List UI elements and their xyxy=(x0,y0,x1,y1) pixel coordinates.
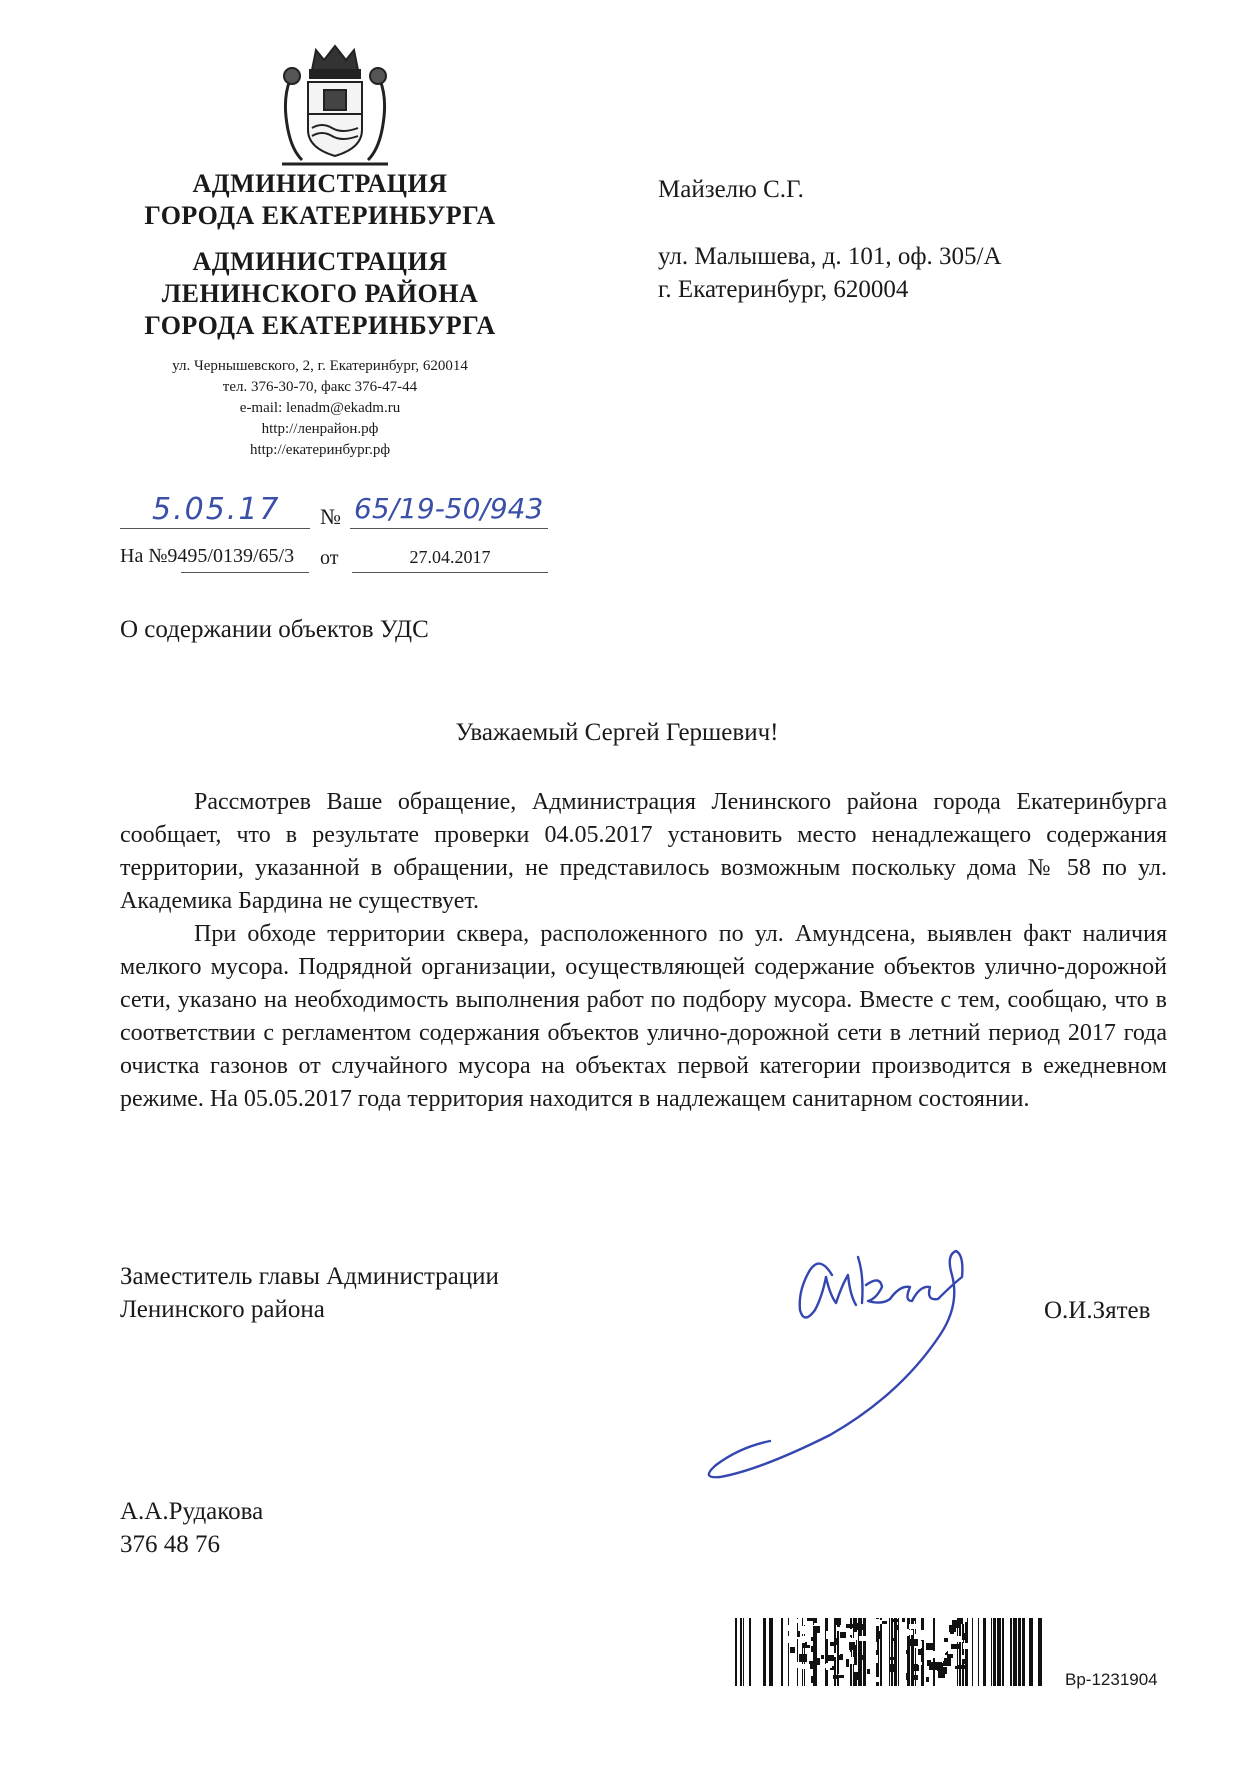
reg-number-label: № xyxy=(320,504,341,529)
contact-site-1: http://ленрайон.рф xyxy=(261,421,379,437)
executor-phone: 376 48 76 xyxy=(120,1531,220,1558)
org-district-line-2: ЛЕНИНСКОГО РАЙОНА xyxy=(161,279,479,308)
from-label: от xyxy=(320,547,339,569)
letter-greeting: Уважаемый Сергей Гершевич! xyxy=(455,719,779,746)
document-barcode xyxy=(735,1618,1045,1686)
contact-email: e-mail: lenadm@ekadm.ru xyxy=(239,400,401,416)
coat-of-arms-emblem xyxy=(272,40,398,172)
reg-number-field xyxy=(350,494,548,529)
reg-date-field xyxy=(120,494,310,529)
letter-subject: О содержании объектов УДС xyxy=(120,616,429,643)
letter-body xyxy=(120,786,1167,1116)
signer-position-line-1: Заместитель главы Администрации xyxy=(120,1263,499,1290)
letter-paragraph-2: При обходе территории сквера, расположенного по ул. Амундсена, выявлен факт наличия мелкого мусора. Подрядной организации, осуществляющей содержание объектов улично-дорожной сети, указано на необходимость выполнения работ по подбору мусора. Вместе с тем, сообщаю, что в соответствии с регламентом содержания объектов улично-дорожной сети в летний период 2017 года очистка газонов от случайного мусора на объектах первой категории производится в ежедневном режиме. На 05.05.2017 года территория находится в надлежащем санитарном состоянии. xyxy=(120,921,1167,1112)
addressee-city: г. Екатеринбург, 620004 xyxy=(658,276,909,303)
letter-paragraph-1: Рассмотрев Ваше обращение, Администрация Ленинского района города Екатеринбурга сообщает, что в результате проверки 04.05.2017 установить место ненадлежащего содержания территории, указанной в обращении, не представилось возможным поскольку дома № 58 по ул. Академика Бардина не существует. xyxy=(120,789,1167,914)
signer-position-line-2: Ленинского района xyxy=(120,1296,325,1323)
org-district-line-3: ГОРОДА ЕКАТЕРИНБУРГА xyxy=(144,311,496,340)
org-district-line-1: АДМИНИСТРАЦИЯ xyxy=(192,247,448,276)
org-city-line-2: ГОРОДА ЕКАТЕРИНБУРГА xyxy=(144,201,496,230)
addressee-street: ул. Малышева, д. 101, оф. 305/А xyxy=(658,243,1002,270)
reply-to-underline xyxy=(181,572,309,573)
contact-phone: тел. 376-30-70, факс 376-47-44 xyxy=(222,379,418,395)
reply-to-label: На №9495/0139/65/3 xyxy=(120,545,295,567)
signer-name: О.И.Зятев xyxy=(1044,1297,1151,1324)
barcode-id: Вр-1231904 xyxy=(1065,1670,1158,1689)
contact-site-2: http://екатеринбург.рф xyxy=(249,442,391,458)
handwritten-signature xyxy=(600,1215,1040,1485)
executor-name: А.А.Рудакова xyxy=(120,1498,264,1525)
reg-date-handwritten: 5.05.17 xyxy=(152,492,281,527)
org-city-line-1: АДМИНИСТРАЦИЯ xyxy=(192,169,448,198)
addressee-name: Майзелю С.Г. xyxy=(658,176,804,203)
reply-to-date: 27.04.2017 xyxy=(352,542,548,573)
reg-number-handwritten: 65/19-50/943 xyxy=(354,492,544,525)
contact-address: ул. Чернышевского, 2, г. Екатеринбург, 620014 xyxy=(172,358,468,374)
